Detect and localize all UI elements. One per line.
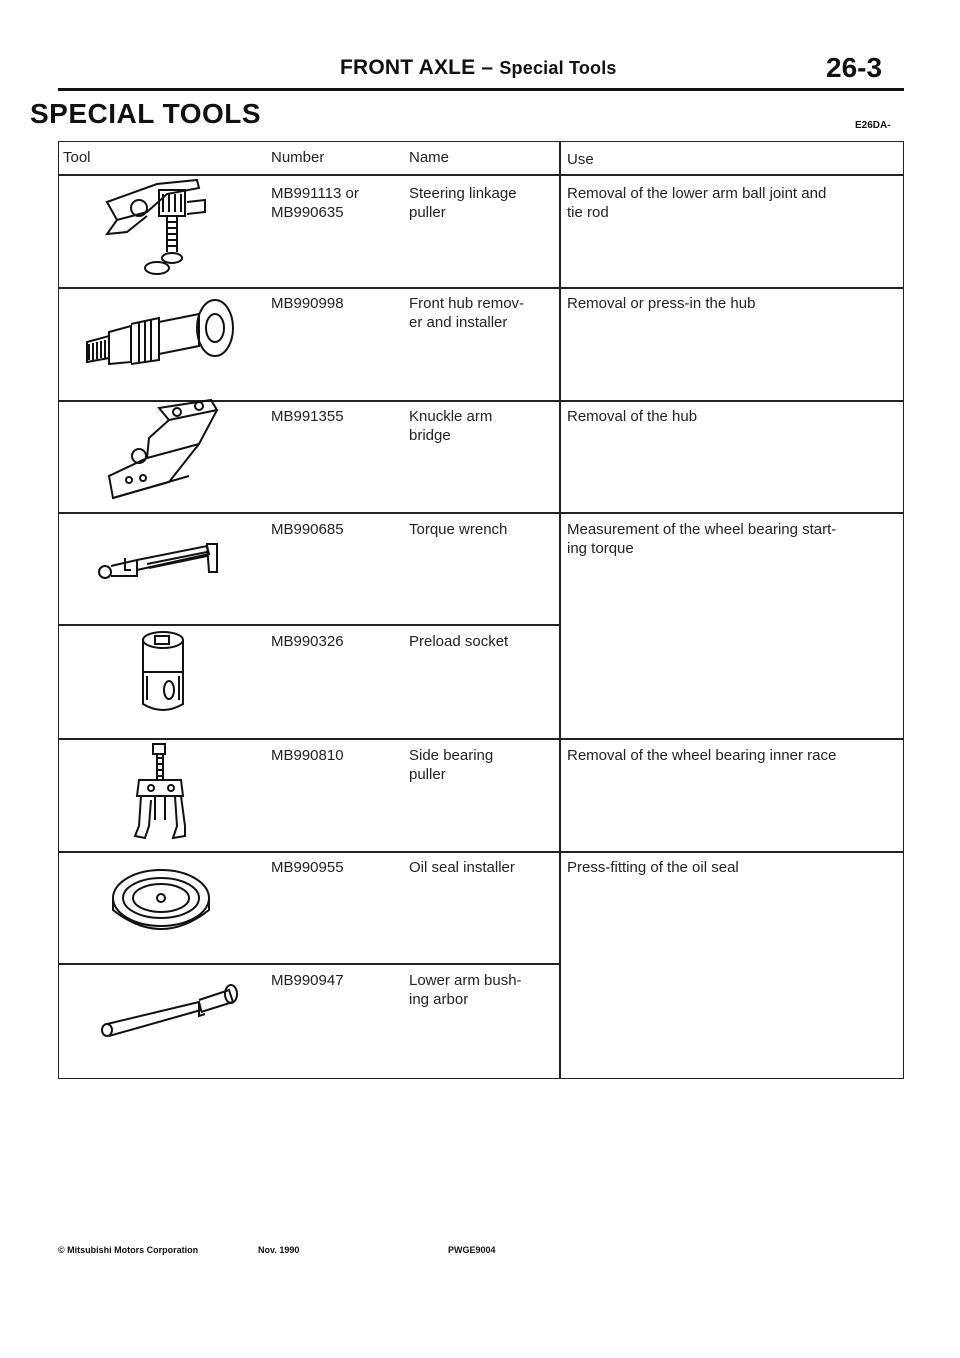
- steering-linkage-puller-icon: [87, 172, 217, 282]
- footer-date: Nov. 1990: [258, 1245, 300, 1255]
- tool-use: Removal or press-in the hub: [567, 295, 756, 312]
- tool-number: MB990955: [271, 859, 344, 876]
- col-head-name: Name: [409, 149, 450, 166]
- header-title: FRONT AXLE – Special Tools: [340, 56, 617, 79]
- front-hub-remover-icon: [79, 292, 249, 372]
- tool-number: MB991355: [271, 408, 344, 425]
- row-divider: [59, 624, 559, 626]
- tool-number: MB990685: [271, 521, 344, 538]
- use-column-divider: [559, 142, 561, 1078]
- col-head-use: Use: [567, 151, 594, 168]
- tool-name: Preload socket: [409, 633, 509, 650]
- tool-name: Knuckle arm bridge: [409, 408, 493, 444]
- footer-code: PWGE9004: [448, 1245, 496, 1255]
- tool-number: MB991113 or MB990635: [271, 185, 359, 221]
- row-divider: [59, 512, 903, 514]
- col-head-number: Number: [271, 149, 325, 166]
- knuckle-arm-bridge-icon: [99, 398, 229, 508]
- special-tools-table: [58, 141, 904, 1079]
- tool-name: Side bearing puller: [409, 747, 494, 783]
- tool-use: Measurement of the wheel bearing start- ing torque: [567, 521, 837, 557]
- preload-socket-icon: [135, 628, 195, 728]
- tool-name: Torque wrench: [409, 521, 508, 538]
- tool-number: MB990810: [271, 747, 344, 764]
- row-divider: [59, 851, 903, 853]
- header-rule: [58, 88, 904, 91]
- tool-number: MB990998: [271, 295, 344, 312]
- tool-use: Removal of the hub: [567, 408, 698, 425]
- page-header: [0, 50, 960, 90]
- oil-seal-installer-icon: [109, 864, 219, 944]
- torque-wrench-icon: [97, 530, 227, 590]
- side-bearing-puller-icon: [131, 740, 201, 850]
- tool-name: Steering linkage puller: [409, 185, 517, 221]
- tool-name: Oil seal installer: [409, 859, 515, 876]
- row-divider: [59, 963, 559, 965]
- footer-copyright: © Mitsubishi Motors Corporation: [58, 1245, 199, 1255]
- tool-name: Lower arm bush- ing arbor: [409, 972, 522, 1008]
- tool-number: MB990326: [271, 633, 344, 650]
- tool-use: Removal of the wheel bearing inner race: [567, 747, 837, 764]
- page-number: 26-3: [826, 52, 883, 83]
- col-head-tool: Tool: [63, 149, 91, 166]
- tool-name: Front hub remov- er and installer: [409, 295, 525, 331]
- tool-number: MB990947: [271, 972, 344, 989]
- tool-use: Removal of the lower arm ball joint and tie rod: [567, 185, 827, 221]
- tool-use: Press-fitting of the oil seal: [567, 859, 739, 876]
- row-divider: [59, 287, 903, 289]
- bushing-arbor-icon: [99, 982, 249, 1042]
- section-code: E26DA-: [855, 120, 891, 131]
- section-title: SPECIAL TOOLS: [30, 98, 262, 129]
